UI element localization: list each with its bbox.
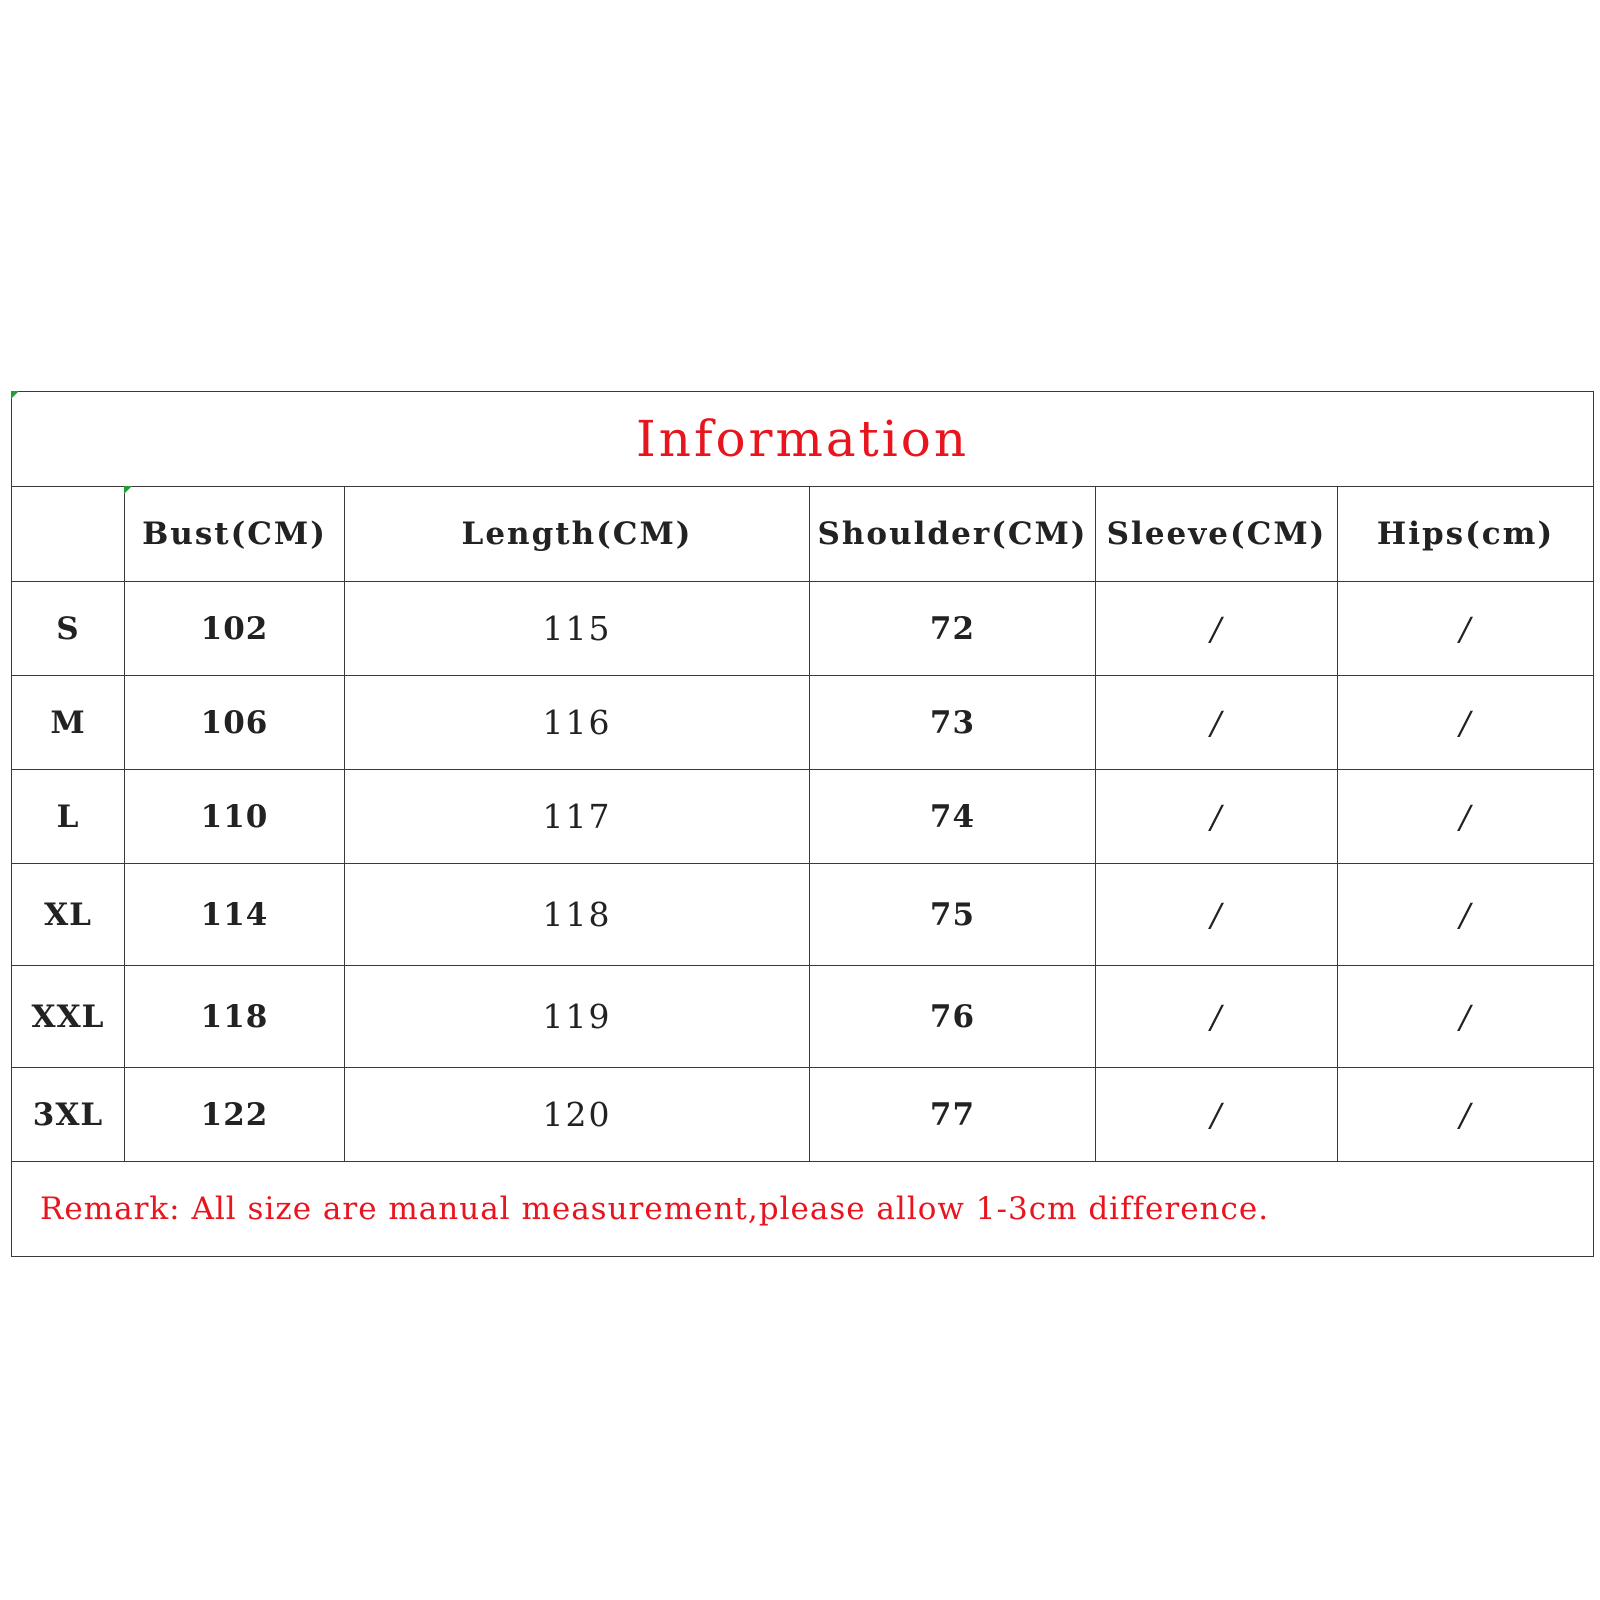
size-cell: XL	[12, 864, 125, 966]
header-length: Length(CM)	[345, 487, 810, 582]
shoulder-cell: 72	[810, 582, 1096, 676]
shoulder-cell: 75	[810, 864, 1096, 966]
bust-cell: 122	[125, 1068, 345, 1162]
table-row	[12, 864, 1594, 966]
remark-text: Remark: All size are manual measurement,please allow 1-3cm difference.	[12, 1162, 1594, 1257]
header-shoulder: Shoulder(CM)	[810, 487, 1096, 582]
length-cell: 116	[345, 676, 810, 770]
shoulder-cell: 77	[810, 1068, 1096, 1162]
sleeve-cell: /	[1096, 864, 1338, 966]
header-size	[12, 487, 125, 582]
title-row	[12, 392, 1594, 487]
table-title: Information	[12, 392, 1594, 487]
length-cell: 117	[345, 770, 810, 864]
table-row	[12, 676, 1594, 770]
hips-cell: /	[1338, 676, 1594, 770]
shoulder-cell: 73	[810, 676, 1096, 770]
bust-cell: 110	[125, 770, 345, 864]
size-chart-table	[11, 391, 1594, 1257]
header-row	[12, 487, 1594, 582]
header-sleeve: Sleeve(CM)	[1096, 487, 1338, 582]
length-cell: 120	[345, 1068, 810, 1162]
size-cell: XXL	[12, 966, 125, 1068]
sleeve-cell: /	[1096, 1068, 1338, 1162]
sleeve-cell: /	[1096, 770, 1338, 864]
table-row	[12, 770, 1594, 864]
bust-cell: 118	[125, 966, 345, 1068]
hips-cell: /	[1338, 770, 1594, 864]
table-row	[12, 582, 1594, 676]
length-cell: 118	[345, 864, 810, 966]
sleeve-cell: /	[1096, 676, 1338, 770]
hips-cell: /	[1338, 966, 1594, 1068]
bust-cell: 102	[125, 582, 345, 676]
length-cell: 115	[345, 582, 810, 676]
size-cell: 3XL	[12, 1068, 125, 1162]
table-row	[12, 966, 1594, 1068]
length-cell: 119	[345, 966, 810, 1068]
header-bust: Bust(CM)	[125, 487, 345, 582]
shoulder-cell: 76	[810, 966, 1096, 1068]
size-cell: L	[12, 770, 125, 864]
bust-cell: 114	[125, 864, 345, 966]
bust-cell: 106	[125, 676, 345, 770]
hips-cell: /	[1338, 864, 1594, 966]
header-hips: Hips(cm)	[1338, 487, 1594, 582]
remark-row	[12, 1162, 1594, 1257]
sleeve-cell: /	[1096, 582, 1338, 676]
sleeve-cell: /	[1096, 966, 1338, 1068]
size-cell: S	[12, 582, 125, 676]
hips-cell: /	[1338, 582, 1594, 676]
corner-marker-icon	[11, 391, 19, 399]
size-cell: M	[12, 676, 125, 770]
corner-marker-icon	[124, 486, 132, 494]
shoulder-cell: 74	[810, 770, 1096, 864]
hips-cell: /	[1338, 1068, 1594, 1162]
table-row	[12, 1068, 1594, 1162]
